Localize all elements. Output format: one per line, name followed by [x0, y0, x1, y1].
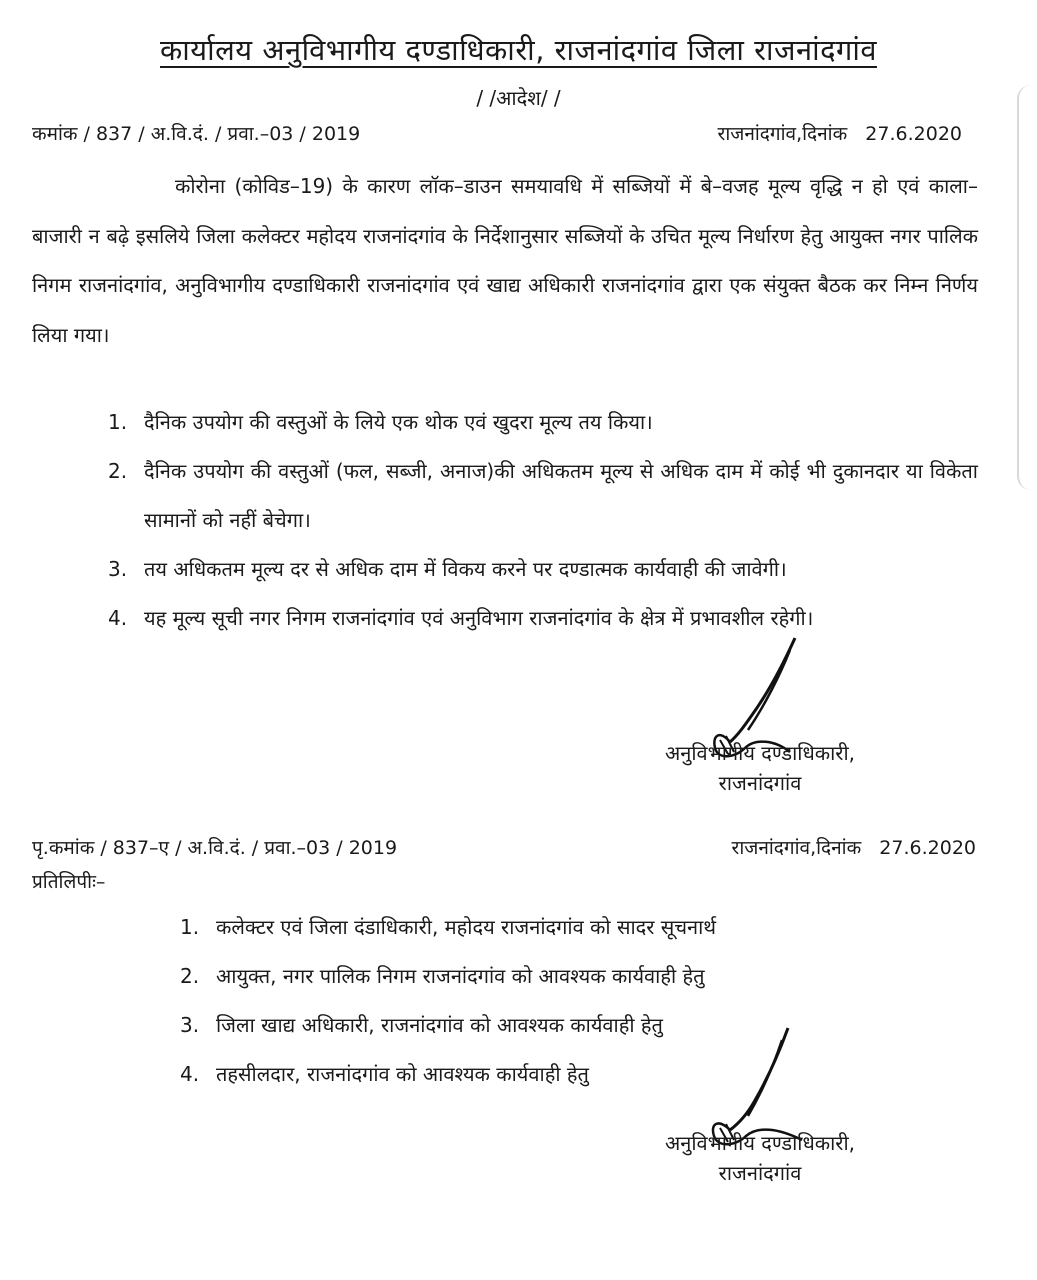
list-item-number: 4. [180, 1062, 200, 1086]
copy-place-date: राजनांदगांव,दिनांक 27.6.2020 [731, 837, 976, 859]
list-item [108, 594, 978, 643]
signatory-designation: अनुविभागीय दण्डाधिकारी, [664, 1131, 856, 1155]
copy-to-label: प्रतिलिपीः– [32, 871, 106, 893]
list-item-number: 1. [180, 915, 200, 939]
order-heading: / /आदेश/ / [476, 86, 561, 110]
list-item-text: दैनिक उपयोग की वस्तुओं (फल, सब्जी, अनाज)की अधिकतम मूल्य से अधिक दाम में कोई भी दुकानदार या विकेता सामानों को नहीं बेचेगा। [144, 459, 978, 532]
list-item-number: 1. [108, 410, 128, 434]
order-reference-line [32, 120, 962, 146]
list-item-number: 2. [108, 459, 128, 483]
list-item-number: 3. [180, 1013, 200, 1037]
signature-block-1 [620, 738, 900, 798]
list-item [108, 447, 978, 545]
decision-list [108, 398, 978, 643]
list-item-text: आयुक्त, नगर पालिक निगम राजनांदगांव को आवश्यक कार्यवाही हेतु [216, 964, 705, 988]
page-edge-shadow [1017, 85, 1037, 490]
order-number: कमांक / 837 / अ.वि.दं. / प्रवा.–03 / 2019 [32, 123, 361, 145]
office-title: कार्यालय अनुविभागीय दण्डाधिकारी, राजनांदगांव जिला राजनांदगांव [160, 33, 877, 67]
list-item-text: कलेक्टर एवं जिला दंडाधिकारी, महोदय राजनांदगांव को सादर सूचनार्थ [216, 915, 717, 939]
list-item-text: यह मूल्य सूची नगर निगम राजनांदगांव एवं अनुविभाग राजनांदगांव के क्षेत्र में प्रभावशील रहेगी। [144, 606, 814, 630]
list-item [108, 545, 978, 594]
list-item-number: 2. [180, 964, 200, 988]
list-item-text: दैनिक उपयोग की वस्तुओं के लिये एक थोक एवं खुदरा मूल्य तय किया। [144, 410, 653, 434]
signature-block-2 [620, 1128, 900, 1188]
list-item [180, 903, 900, 952]
order-place-date: राजनांदगांव,दिनांक 27.6.2020 [717, 123, 962, 145]
list-item-number: 4. [108, 606, 128, 630]
signatory-designation: अनुविभागीय दण्डाधिकारी, [664, 741, 856, 765]
list-item-text: जिला खाद्य अधिकारी, राजनांदगांव को आवश्यक कार्यवाही हेतु [216, 1013, 663, 1037]
list-item [108, 398, 978, 447]
list-item-text: तय अधिकतम मूल्य दर से अधिक दाम में विकय करने पर दण्डात्मक कार्यवाही की जावेगी। [144, 557, 787, 581]
signatory-place: राजनांदगांव [718, 771, 802, 795]
list-item-number: 3. [108, 557, 128, 581]
list-item-text: तहसीलदार, राजनांदगांव को आवश्यक कार्यवाही हेतु [216, 1062, 589, 1086]
order-body-paragraph: कोरोना (कोविड–19) के कारण लॉक–डाउन समयावधि में सब्जियों में बे–वजह मूल्य वृद्धि न हो एवं काला–बाजारी न बढ़े इसलिये जिला कलेक्टर महोदय राजनांदगांव के निर्देशानुसार सब्जियों के उचित मूल्य निर्धारण हेतु आयुक्त नगर पालिक निगम राजनांदगांव, अनुविभागीय दण्डाधिकारी राजनांदगांव एवं खाद्य अधिकारी राजनांदगांव द्वारा एक संयुक्त बैठक कर निम्न निर्णय लिया गया। [32, 174, 978, 347]
signatory-place: राजनांदगांव [718, 1161, 802, 1185]
list-item [180, 952, 900, 1001]
copy-order-number: पृ.कमांक / 837–ए / अ.वि.दं. / प्रवा.–03 / 2019 [32, 837, 398, 859]
copy-reference-line [32, 834, 976, 860]
